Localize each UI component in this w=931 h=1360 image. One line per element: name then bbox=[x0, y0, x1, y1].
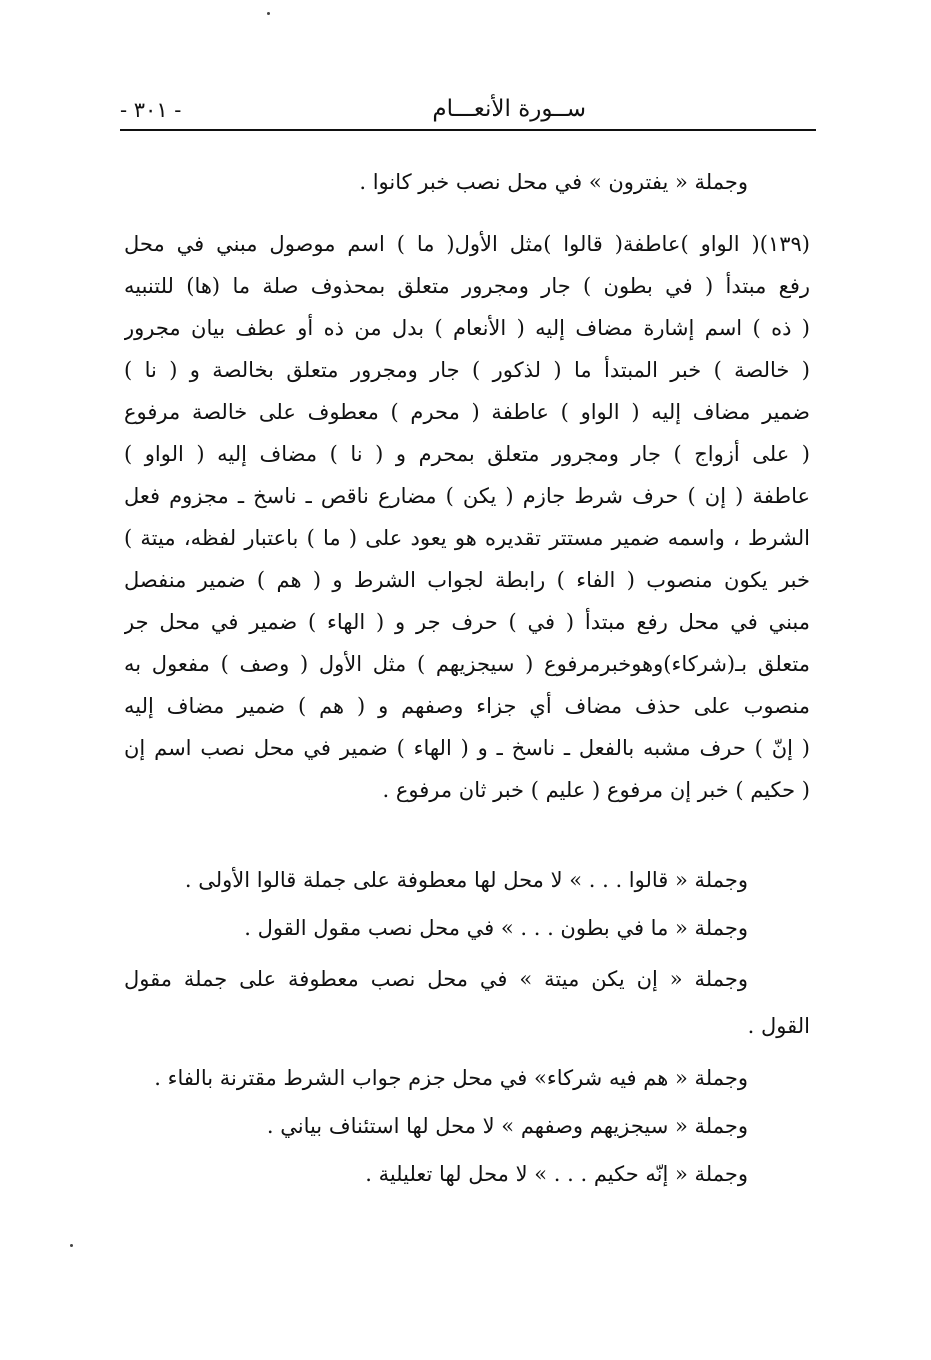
sentence-line: وجملة « إن يكن ميتة » في محل نصب معطوفة على جملة مقول bbox=[124, 967, 748, 991]
paragraph-line: ( إنّ ) حرف مشبه بالفعل ـ ناسخ ـ و ( الهاء ) ضمير في محل نصب اسم إن bbox=[124, 736, 810, 760]
paragraph-line: ( خالصة ) خبر المبتدأ ما ( لذكور ) جار ومجرور متعلق بخالصة و ( نا ) bbox=[124, 358, 810, 382]
paragraph-line: ( ذه ) اسم إشارة مضاف إليه ( الأنعام ) بدل من ذه أو عطف بيان مجرور bbox=[124, 316, 810, 340]
scan-speck bbox=[267, 12, 270, 15]
paragraph-line: (١٣٩)( الواو )عاطفة( قالوا )مثل الأول( ما ) اسم موصول مبني في محل bbox=[124, 232, 810, 256]
paragraph-line: رفع مبتدأ ( في بطون ) جار ومجرور متعلق بمحذوف صلة ما (ها) للتنبيه bbox=[124, 274, 810, 298]
paragraph-line: ضمير مضاف إليه ( الواو ) عاطفة ( محرم ) معطوف على خالصة مرفوع bbox=[124, 400, 810, 424]
intro-sentence: وجملة « يفترون » في محل نصب خبر كانوا . bbox=[359, 170, 748, 194]
page-header bbox=[120, 92, 816, 130]
sentence-line: وجملة « سيجزيهم وصفهم » لا محل لها استئناف بياني . bbox=[266, 1114, 748, 1138]
paragraph-line: ( حكيم ) خبر إن مرفوع ( عليم ) خبر ثان مرفوع . bbox=[382, 778, 810, 802]
sentence-line: وجملة « هم فيه شركاء» في محل جزم جواب الشرط مقترنة بالفاء . bbox=[154, 1066, 748, 1090]
sentence-line: وجملة « قالوا . . . » لا محل لها معطوفة على جملة قالوا الأولى . bbox=[184, 868, 748, 892]
sentence-line: القول . bbox=[747, 1014, 810, 1038]
paragraph-line: الشرط ، واسمه ضمير مستتر تقديره هو يعود على ( ما ) باعتبار لفظه، ميتة ) bbox=[124, 526, 810, 550]
paragraph-line: عاطفة ( إن ) حرف شرط جازم ( يكن ) مضارع ناقص ـ ناسخ ـ مجزوم فعل bbox=[124, 484, 810, 508]
paragraph-line: متعلق بـ(شركاء)وهوخبرمرفوع ( سيجزيهم ) مثل الأول ( وصف ) مفعول به bbox=[124, 652, 810, 676]
scan-speck bbox=[70, 1244, 73, 1247]
page-number: - ٣٠١ - bbox=[120, 98, 182, 122]
paragraph-line: مبني في محل رفع مبتدأ ( في ) حرف جر و ( الهاء ) ضمير في محل جر bbox=[124, 610, 810, 634]
paragraph-line: ( على أزواج ) جار ومجرور متعلق بمحرم و ( نا ) مضاف إليه ( الواو ) bbox=[124, 442, 810, 466]
header-divider bbox=[120, 129, 816, 131]
paragraph-line: منصوب على حذف مضاف أي جزاء وصفهم و ( هم ) ضمير مضاف إليه bbox=[124, 694, 810, 718]
parsing-paragraph bbox=[124, 223, 810, 811]
sentence-line: وجملة « ما في بطون . . . » في محل نصب مقول القول . bbox=[244, 916, 748, 940]
sentence-line: وجملة « إنّه حكيم . . . » لا محل لها تعليلية . bbox=[365, 1162, 748, 1186]
paragraph-line: خبر يكون منصوب ( الفاء ) رابطة لجواب الشرط و ( هم ) ضمير منفصل bbox=[124, 568, 810, 592]
surah-title: ســورة الأنعـــام bbox=[432, 96, 586, 122]
